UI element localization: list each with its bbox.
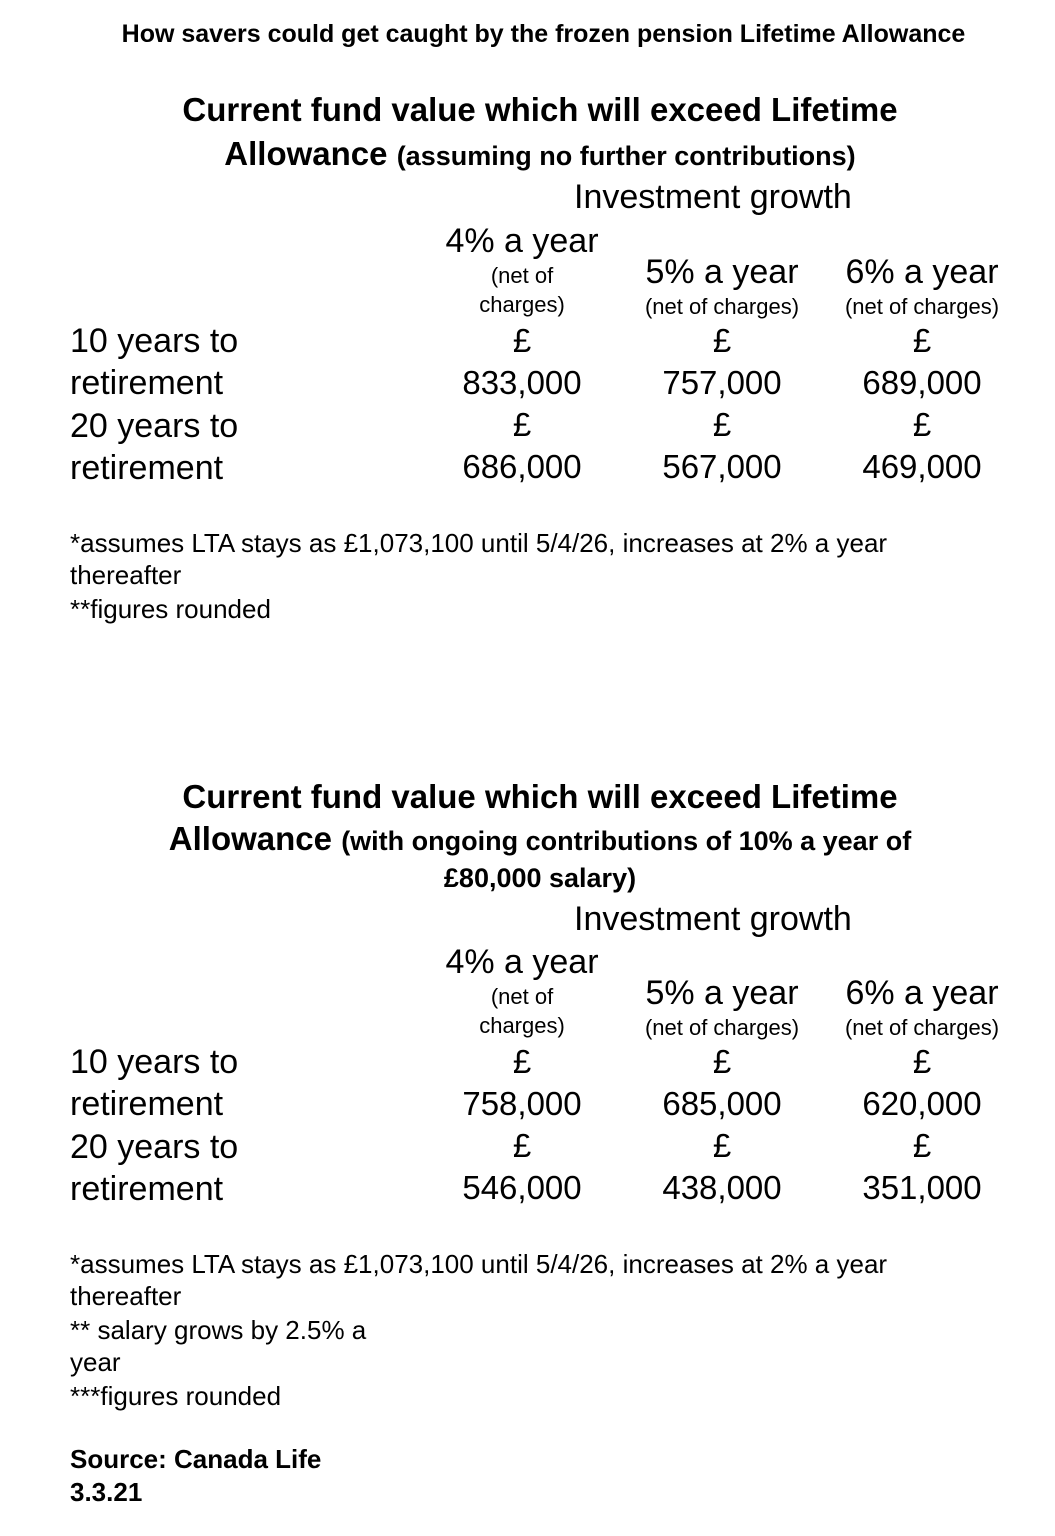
footnote: **figures rounded [70, 594, 271, 624]
table2-heading-line2 [100, 819, 980, 861]
col-note: (net of [490, 263, 554, 288]
footnote: *assumes LTA stays as £1,073,100 until 5/4/26, increases at 2% a year [70, 528, 888, 558]
table-cell [822, 320, 1022, 488]
row-label-line: retirement [70, 364, 224, 402]
table-cell [432, 1041, 612, 1209]
table2-heading-sub-line2: £80,000 salary) [443, 863, 637, 893]
col-rate: 6% a year [845, 974, 999, 1012]
table1-heading-line1: Current fund value which will exceed Lifetime [182, 91, 898, 128]
table2-heading [100, 775, 980, 895]
currency-symbol: £ [512, 406, 532, 443]
col-note: charges) [479, 1013, 565, 1038]
currency-symbol: £ [512, 1127, 532, 1164]
source-credit [70, 1443, 321, 1509]
table2-notes [70, 1248, 887, 1412]
footnote: year [70, 1347, 121, 1377]
row-label-line: retirement [70, 1085, 224, 1123]
table-cell [622, 1041, 822, 1209]
cell-value: 685,000 [662, 1085, 782, 1122]
table2-col-6pct [822, 974, 1022, 1042]
currency-symbol: £ [512, 322, 532, 359]
table1-col-4pct [432, 222, 612, 319]
table1-notes [70, 527, 887, 625]
cell-value: 567,000 [662, 448, 782, 485]
footnote: thereafter [70, 1281, 182, 1311]
table1-row1-label [70, 320, 238, 404]
currency-symbol: £ [912, 1043, 932, 1080]
cell-value: 833,000 [462, 364, 582, 401]
currency-symbol: £ [912, 1127, 932, 1164]
source-name: Source: Canada Life [70, 1444, 322, 1474]
col-note: (net of charges) [844, 1015, 1000, 1040]
table1-heading-allowance: Allowance [224, 135, 388, 172]
row-label-line: 10 years to [70, 1043, 239, 1081]
col-note: (net of charges) [844, 294, 1000, 319]
currency-symbol: £ [512, 1043, 532, 1080]
col-note: (net of charges) [644, 1015, 800, 1040]
table-cell [822, 1041, 1022, 1209]
currency-symbol: £ [912, 406, 932, 443]
table2-row1-label [70, 1041, 238, 1125]
col-rate: 5% a year [645, 253, 799, 291]
footnote: ** salary grows by 2.5% a [70, 1315, 367, 1345]
row-label-line: retirement [70, 449, 224, 487]
cell-value: 620,000 [862, 1085, 982, 1122]
row-label-line: 20 years to [70, 407, 239, 445]
currency-symbol: £ [912, 322, 932, 359]
table-cell [432, 320, 612, 488]
table1-col-5pct [622, 253, 822, 321]
table1-group-header: Investment growth [574, 178, 852, 216]
row-label-line: 20 years to [70, 1128, 239, 1166]
table1-row2-label [70, 405, 238, 489]
source-date: 3.3.21 [70, 1477, 143, 1507]
col-rate: 4% a year [445, 222, 599, 260]
table1-heading [100, 88, 980, 178]
table2-col-4pct [432, 943, 612, 1040]
cell-value: 469,000 [862, 448, 982, 485]
table1-heading-sub: (assuming no further contributions) [396, 141, 856, 171]
currency-symbol: £ [712, 406, 732, 443]
cell-value: 351,000 [862, 1169, 982, 1206]
table1-heading-line2 [100, 132, 980, 178]
row-label-line: 10 years to [70, 322, 239, 360]
table2-heading-line1: Current fund value which will exceed Lifetime [182, 778, 898, 815]
row-label-line: retirement [70, 1170, 224, 1208]
footnote: thereafter [70, 560, 182, 590]
page-title: How savers could get caught by the frozen pension Lifetime Allowance [121, 20, 966, 48]
col-rate: 6% a year [845, 253, 999, 291]
table2-col-5pct [622, 974, 822, 1042]
currency-symbol: £ [712, 322, 732, 359]
currency-symbol: £ [712, 1043, 732, 1080]
currency-symbol: £ [712, 1127, 732, 1164]
table-cell [622, 320, 822, 488]
col-rate: 5% a year [645, 974, 799, 1012]
table1-col-6pct [822, 253, 1022, 321]
table2-row2-label [70, 1126, 238, 1210]
cell-value: 757,000 [662, 364, 782, 401]
cell-value: 438,000 [662, 1169, 782, 1206]
cell-value: 546,000 [462, 1169, 582, 1206]
footnote: ***figures rounded [70, 1381, 282, 1411]
col-rate: 4% a year [445, 943, 599, 981]
cell-value: 689,000 [862, 364, 982, 401]
footnote: *assumes LTA stays as £1,073,100 until 5/4/26, increases at 2% a year [70, 1249, 888, 1279]
cell-value: 758,000 [462, 1085, 582, 1122]
col-note: charges) [479, 292, 565, 317]
table2-heading-allowance: Allowance [168, 820, 333, 857]
table2-heading-sub: (with ongoing contributions of 10% a year of [341, 826, 912, 856]
table2-group-header: Investment growth [574, 900, 852, 938]
col-note: (net of charges) [644, 294, 800, 319]
col-note: (net of [490, 984, 554, 1009]
cell-value: 686,000 [462, 448, 582, 485]
